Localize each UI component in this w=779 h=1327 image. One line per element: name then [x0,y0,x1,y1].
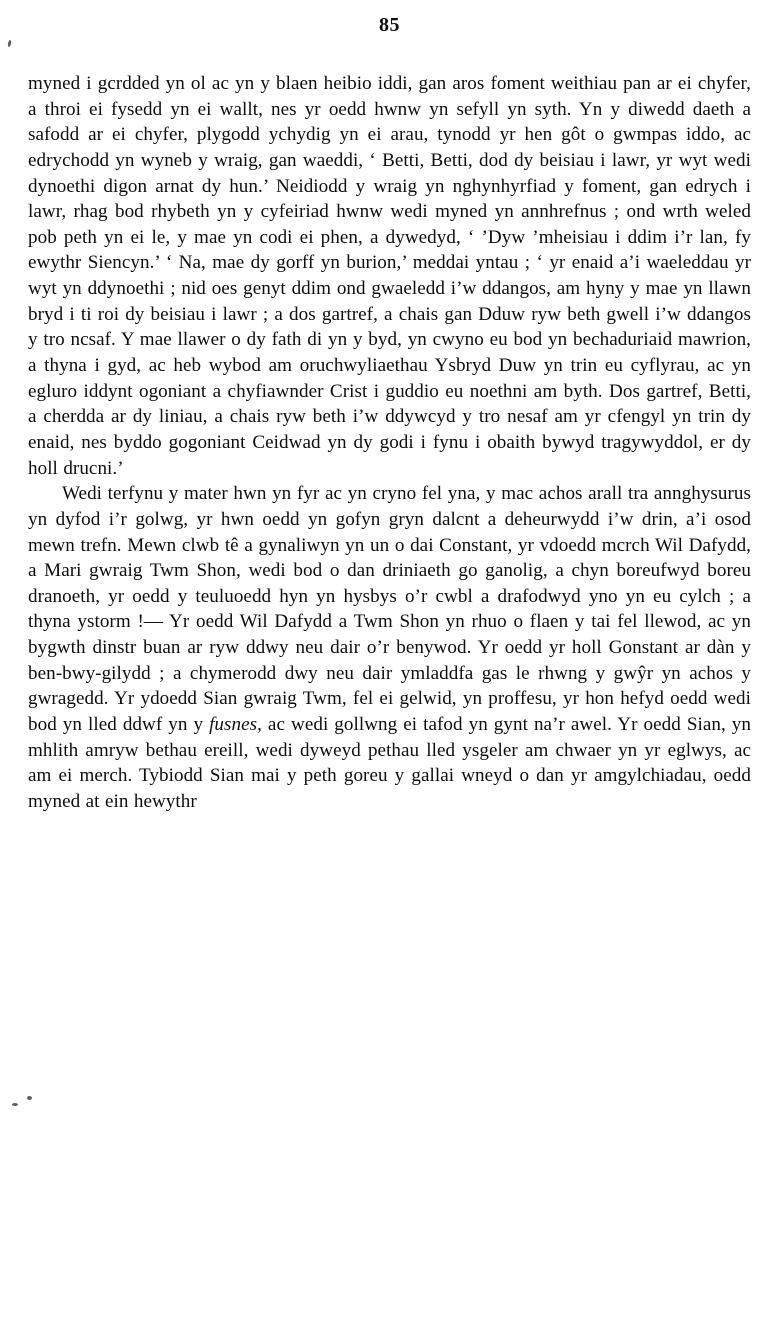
paragraph: Wedi terfynu y mater hwn yn fyr ac yn cryno fel yna, y mac achos arall tra annghysurus yn dyfod i’r golwg, yr hwn oedd yn gofyn gryn dalcnt a deheurwydd i’w drin, a’i osod mewn trefn. Mewn clwb tê a gynaliwyn yn un o dai Constant, yr vdoedd mcrch Wil Dafydd, a Mari gwraig Twm Shon, wedi bod o dan driniaeth go ganolig, a chyn boreufwyd boreu dranoeth, yr oedd y teuluoedd hyn yn hysbys o’r cwbl a drafodwyd yno yn eu cylch ; a thyna ystorm !— Yr oedd Wil Dafydd a Twm Shon yn rhuo o flaen y tai fel llewod, ac yn bygwth dinstr buan ar ryw ddwy neu dair o’r benywod. Yr oedd yr holl Gonstant ar dàn y ben-bwy-gilydd ; a chymerodd dwy neu dair ymladdfa gas le rhwng y gwŷr yn achos y gwragedd. Yr ydoedd Sian gwraig Twm, fel ei gelwid, yn proffesu, yr hon hefyd oedd wedi bod yn lled ddwf yn y fusnes, ac wedi gollwng ei tafod yn gynt na’r awel. Yr oedd Sian, yn mhlith amryw bethau ereill, wedi dyweyd pethau lled ysgeler am chwaer yn yr eglwys, ac am ei merch. Tybiodd Sian mai y peth goreu y gallai wneyd o dan yr amgylchiadau, oedd myned at ein hewythr [28,483,751,812]
ink-smudge-icon [12,1103,18,1106]
page-body [28,71,751,815]
paragraph: myned i gcrdded yn ol ac yn y blaen heibio iddi, gan aros foment weithiau pan ar ei chyfer, a throi ei fysedd yn ei wallt, nes yr oedd hwnw yn sefyll yn syth. Yn y diwedd daeth a safodd ar ei chyfer, plygodd ychydig yn ei arau, tynodd yr hen gôt o gwmpas iddo, ac edrychodd yn wyneb y wraig, gan waeddi, ‘ Betti, Betti, dod dy beisiau i lawr, yr wyt wedi dynoethi digon arnat dy hun.’ Neidiodd y wraig yn nghynhyrfiad y foment, gan edrych i lawr, rhag bod rhybeth yn y cyfeiriad hwnw wedi myned yn annhrefnus ; ond wrth weled pob peth yn ei le, y mae yn codi ei phen, a dywedyd, ‘ ’Dyw ’mheisiau i ddim i’r lan, fy ewythr Siencyn.’ ‘ Na, mae dy gorff yn burion,’ meddai yntau ; ‘ yr enaid a’i waeleddau yr wyt yn ddynoethi ; nid oes genyt ddim ond gwaeledd i’w ddangos, am hyny y mae yn llawn bryd i ti roi dy beisiau i lawr ; a dos gartref, a chais gan Dduw ryw beth gwell i’w ddangos y tro ncsaf. Y mae llawer o dy fath di yn y byd, yn cwyno eu bod yn bechaduriaid mawrion, a thyna i gyd, ac heb wybod am oruchwyliaethau Ysbryd Duw yn trin eu cyflyrau, ac yn egluro iddynt ogoniant a chyfiawnder Crist i guddio eu noethni am byth. Dos gartref, Betti, a cherdda ar dy liniau, a chais ryw beth i’w ddywcyd y tro nesaf am yr cfengyl yn trin dy enaid, nes byddo gogoniant Ceidwad yn dy godi i fynu i obaith bywyd tragywyddol, er dy holl drucni.’ [28,73,751,479]
ink-smudge-icon [27,1096,32,1100]
emphasis-text: fusnes [209,714,258,736]
ink-smudge-icon [7,40,11,47]
page-number: 85 [379,14,400,36]
